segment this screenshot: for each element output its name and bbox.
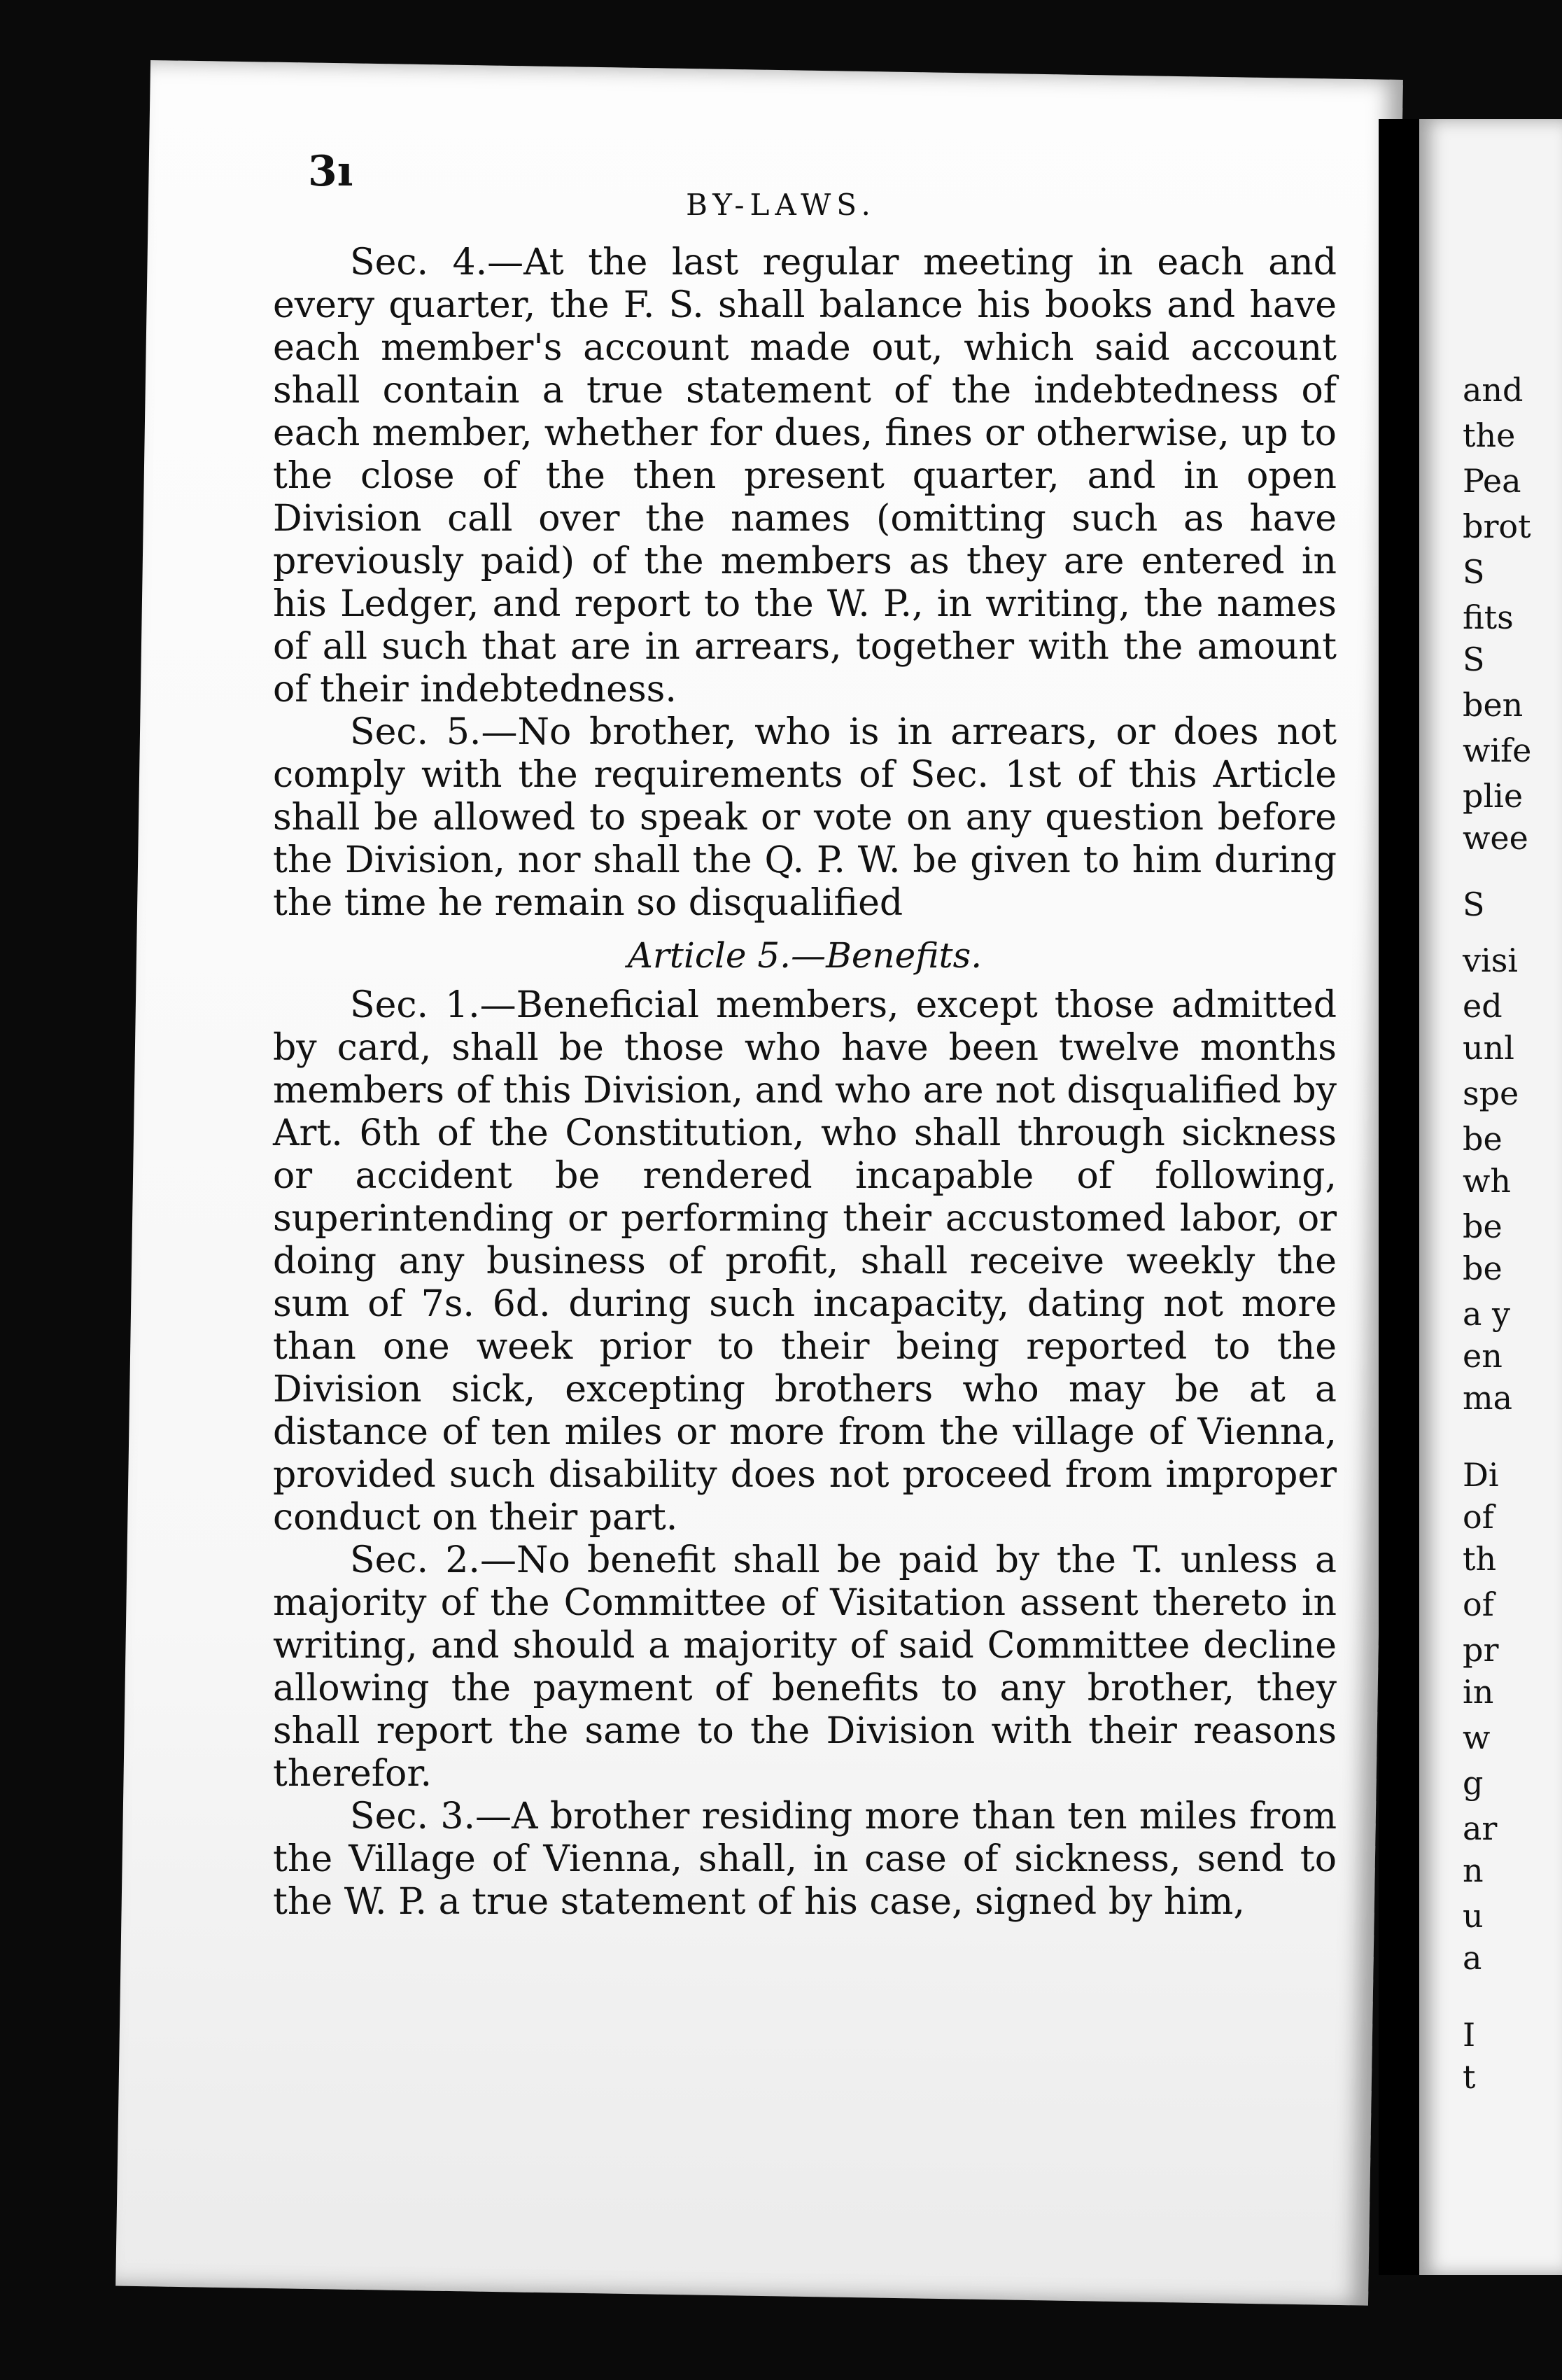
right-page-fragment: be bbox=[1463, 1120, 1503, 1158]
paragraph-benefits-sec-3: Sec. 3.—A brother residing more than ten miles from the Village of Vienna, shall, in case of sickness, send to the W. P. a true statement of his case, signed by him, bbox=[273, 1795, 1337, 1923]
right-page-fragment: be bbox=[1463, 1250, 1503, 1287]
right-page-fragment: w bbox=[1463, 1718, 1491, 1756]
right-page-fragment: a y bbox=[1463, 1295, 1511, 1333]
paragraph-benefits-sec-1: Sec. 1.—Beneficial members, except those admitted by card, shall be those who have been twelve months members of this Division, and who are not disqualified by Art. 6th of the Constitution, who shall through sickness or accident be rendered incapable of following, superintending or performing their accustomed labor, or doing any business of profit, shall receive weekly the sum of 7s. 6d. during such incapacity, dating not more than one week prior to their being reported to the Division sick, excepting brothers who may be at a distance of ten miles or more from the village of Vienna, provided such disability does not proceed from improper conduct on their part. bbox=[273, 984, 1337, 1539]
right-page-fragment: pr bbox=[1463, 1631, 1499, 1669]
right-page-fragment: Pea bbox=[1463, 462, 1521, 500]
right-page-fragment: visi bbox=[1463, 941, 1519, 979]
running-head: BY-LAWS. bbox=[686, 188, 876, 222]
right-page-fragment: brot bbox=[1463, 507, 1531, 545]
article-heading: Article 5.—Benefits. bbox=[627, 935, 983, 976]
right-page-fragment: ar bbox=[1463, 1809, 1498, 1847]
right-page-fragment: plie bbox=[1463, 777, 1524, 815]
right-page-fragment: and bbox=[1463, 371, 1524, 409]
right-page-fragment: g bbox=[1463, 1764, 1484, 1802]
right-page-fragment: ben bbox=[1463, 686, 1524, 724]
right-page-fragment: of bbox=[1463, 1498, 1494, 1536]
right-page-fragment: S bbox=[1463, 886, 1485, 923]
paragraph-benefits-sec-2: Sec. 2.—No benefit shall be paid by the T. unless a majority of the Committee of Visitation assent thereto in writing, and should a majority of said Committee decline allowing the payment of benefits to any brother, they shall report the same to the Division with their reasons therefor. bbox=[273, 1539, 1337, 1795]
right-page-fragment: be bbox=[1463, 1208, 1503, 1245]
right-page-fragment: the bbox=[1463, 416, 1516, 454]
right-page-fragment: S bbox=[1463, 553, 1485, 591]
right-page-fragment: in bbox=[1463, 1673, 1494, 1711]
right-page-fragment: t bbox=[1463, 2058, 1476, 2096]
right-page-fragment: en bbox=[1463, 1337, 1503, 1375]
right-page-fragment: u bbox=[1463, 1897, 1484, 1935]
right-page-fragment: n bbox=[1463, 1851, 1484, 1889]
right-page-fragment: ed bbox=[1463, 987, 1503, 1025]
right-page-fragment: fits bbox=[1463, 598, 1514, 636]
page-number: 3ı bbox=[308, 147, 353, 196]
right-page-fragment: th bbox=[1463, 1540, 1497, 1578]
right-page-fragment: Di bbox=[1463, 1456, 1499, 1494]
book-gutter bbox=[1379, 119, 1419, 2275]
paragraph-sec-5: Sec. 5.—No brother, who is in arrears, or does not comply with the requirements of Sec. 1st of this Article shall be allowed to speak or vote on any question before the Division, nor shall the Q. P. W. be given to him during the time he remain so disqualified bbox=[273, 711, 1337, 924]
right-page-fragment: ma bbox=[1463, 1379, 1513, 1417]
page-body bbox=[273, 241, 1337, 1924]
right-page-fragment: S bbox=[1463, 640, 1485, 678]
right-page-fragment: wife bbox=[1463, 732, 1532, 769]
right-page-fragment: spe bbox=[1463, 1074, 1519, 1112]
right-page-fragment: of bbox=[1463, 1586, 1494, 1623]
right-page-fragment: wee bbox=[1463, 819, 1528, 857]
right-page-fragment: wh bbox=[1463, 1162, 1511, 1200]
right-page-fragment: a bbox=[1463, 1939, 1482, 1977]
paragraph-sec-4: Sec. 4.—At the last regular meeting in each and every quarter, the F. S. shall balance his books and have each member's account made out, which said account shall contain a true statement of the indebtedness of each member, whether for dues, fines or otherwise, up to the close of the then present quarter, and in open Division call over the names (omitting such as have previously paid) of the members as they are entered in his Ledger, and report to the W. P., in writing, the names of all such that are in arrears, together with the amount of their indebtedness. bbox=[273, 241, 1337, 710]
right-page-fragment: I bbox=[1463, 2016, 1476, 2054]
right-page-fragment: unl bbox=[1463, 1029, 1514, 1067]
